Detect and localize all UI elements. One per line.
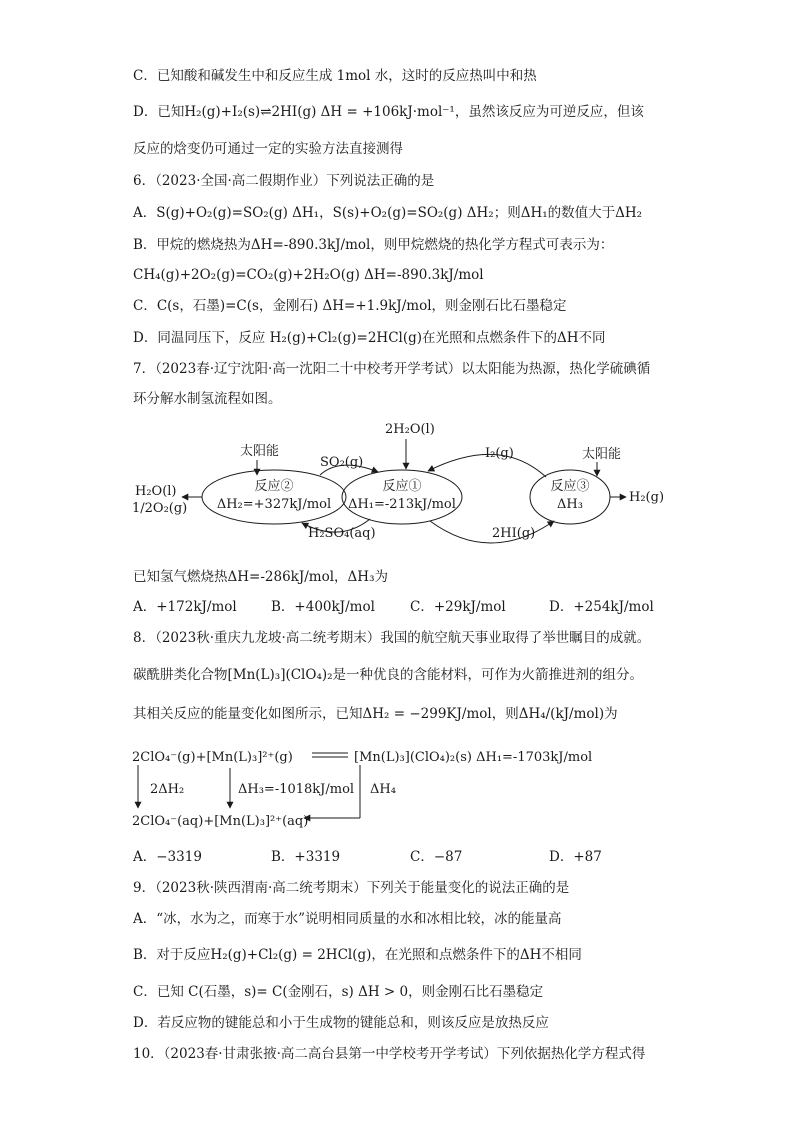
q9-option-d: D．若反应物的键能总和小于生成物的键能总和，则该反应是放热反应 xyxy=(133,1015,549,1031)
reaction-2-name: 反应② xyxy=(254,479,294,494)
h2so4-label: H₂SO₄(aq) xyxy=(308,526,376,541)
reaction-1-dh: ΔH₁=-213kJ/mol xyxy=(348,497,456,512)
water-input-label: 2H₂O(l) xyxy=(385,422,435,437)
q8-stem-cont: 碳酰肼类化合物[Mn(L)₃](ClO₄)₂是一种优良的含能材料，可作为火箭推进剂的组分。 xyxy=(133,667,644,683)
reactants-aq-label: 2ClO₄⁻(aq)+[Mn(L)₃]²⁺(aq) xyxy=(132,814,309,829)
q6-option-b-equation: CH₄(g)+2O₂(g)=CO₂(g)+2H₂O(g) ΔH=-890.3kJ/mol xyxy=(133,267,484,283)
q9-option-b: B．对于反应H₂(g)+Cl₂(g) = 2HCl(g)，在光照和点燃条件下的ΔH不相同 xyxy=(133,947,582,963)
solar-label-left: 太阳能 xyxy=(240,444,280,459)
q7-option-a: A．+172kJ/mol xyxy=(133,599,237,615)
q7-option-b: B．+400kJ/mol xyxy=(271,599,375,615)
q5-option-d-cont: 反应的焓变仍可通过一定的实验方法直接测得 xyxy=(133,141,403,157)
q6-stem: 6．（2023·全国·高二假期作业）下列说法正确的是 xyxy=(133,173,435,189)
q5-option-c: C．已知酸和碱发生中和反应生成 1mol 水，这时的反应热叫中和热 xyxy=(133,68,537,84)
reaction-1-name: 反应① xyxy=(382,479,422,494)
hydrogen-output-label: H₂(g) xyxy=(629,490,665,505)
q8-stem: 8．（2023秋·重庆九龙坡·高二统考期末）我国的航空航天事业取得了举世瞩目的成就。 xyxy=(133,630,651,646)
sulfur-iodine-cycle-diagram xyxy=(130,415,670,550)
q8-option-a: A．−3319 xyxy=(133,849,202,865)
dh3-label: ΔH₃=-1018kJ/mol xyxy=(238,782,355,797)
reactants-gas-label: 2ClO₄⁻(g)+[Mn(L)₃]²⁺(g) xyxy=(132,750,293,765)
q8-option-d: D．+87 xyxy=(549,849,602,865)
q6-option-c: C．C(s，石墨)=C(s，金刚石) ΔH=+1.9kJ/mol，则金刚石比石墨稳定 xyxy=(133,298,567,314)
q8-option-c: C．−87 xyxy=(410,849,463,865)
q9-stem: 9．（2023秋·陕西渭南·高二统考期末）下列关于能量变化的说法正确的是 xyxy=(133,880,570,896)
q6-option-b: B．甲烷的燃烧热为ΔH=-890.3kJ/mol，则甲烷燃烧的热化学方程式可表示为： xyxy=(133,237,614,253)
q8-option-b: B．+3319 xyxy=(271,849,341,865)
q5-option-d: D．已知H₂(g)+I₂(s)⇌2HI(g) ΔH = +106kJ·mol⁻¹，虽然该反应为可逆反应，但该 xyxy=(133,104,644,120)
q7-option-d: D．+254kJ/mol xyxy=(549,599,654,615)
i2-label: I₂(g) xyxy=(485,446,514,461)
reaction-3-dh: ΔH₃ xyxy=(557,497,583,512)
dh2-label: 2ΔH₂ xyxy=(150,782,185,797)
q8-stem-cont-2: 其相关反应的能量变化如图所示，已知ΔH₂ = −299KJ/mol，则ΔH₄/(kJ/mol)为 xyxy=(133,706,618,722)
q6-option-d: D．同温同压下，反应 H₂(g)+Cl₂(g)=2HCl(g)在光照和点燃条件下的ΔH不同 xyxy=(133,330,606,346)
q10-stem: 10．（2023春·甘肃张掖·高二高台县第一中学校考开学考试）下列依据热化学方程式得 xyxy=(133,1046,646,1062)
water-output-label: H₂O(l) xyxy=(135,484,177,499)
dh4-label: ΔH₄ xyxy=(370,782,396,797)
q7-stem: 7．（2023春·辽宁沈阳·高一沈阳二十中校考开学考试）以太阳能为热源，热化学硫碘循 xyxy=(133,361,651,377)
product-solid-label: [Mn(L)₃](ClO₄)₂(s) ΔH₁=-1703kJ/mol xyxy=(354,750,593,765)
q9-option-c: C．已知 C(石墨，s)= C(金刚石，s) ΔH > 0，则金刚石比石墨稳定 xyxy=(133,984,544,1000)
solar-label-right: 太阳能 xyxy=(582,447,622,462)
hi-label: 2HI(g) xyxy=(492,526,536,541)
reaction-3-name: 反应③ xyxy=(550,479,590,494)
q9-option-a: A．“冰，水为之，而寒于水”说明相同质量的水和冰相比较，冰的能量高 xyxy=(133,911,562,927)
q6-option-a: A．S(g)+O₂(g)=SO₂(g) ΔH₁，S(s)+O₂(g)=SO₂(g) ΔH₂；则ΔH₁的数值大于ΔH₂ xyxy=(133,205,643,221)
q7-condition: 已知氢气燃烧热ΔH=-286kJ/mol，ΔH₃为 xyxy=(133,569,388,585)
energy-cycle-diagram xyxy=(130,740,600,835)
so2-label: SO₂(g) xyxy=(320,455,364,470)
oxygen-output-label: 1/2O₂(g) xyxy=(132,501,188,516)
q7-stem-cont: 环分解水制氢流程如图。 xyxy=(133,391,282,407)
reaction-2-dh: ΔH₂=+327kJ/mol xyxy=(216,497,332,512)
q7-option-c: C．+29kJ/mol xyxy=(410,599,506,615)
